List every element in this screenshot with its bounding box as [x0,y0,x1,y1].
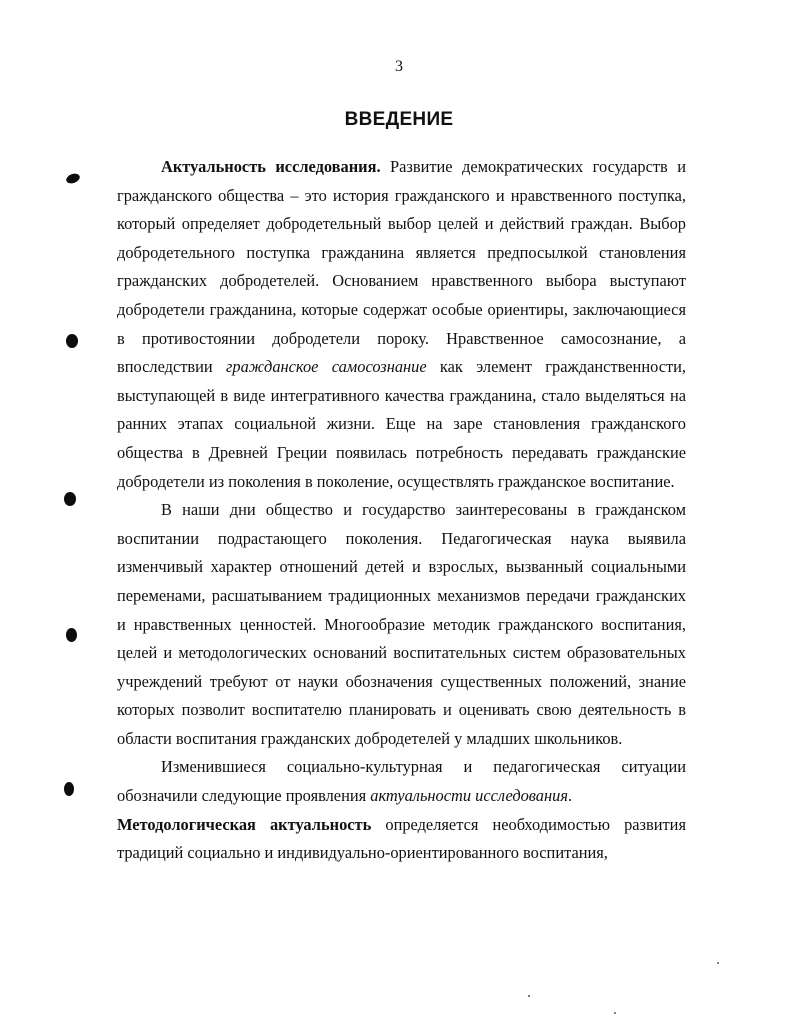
scan-dot [614,1012,616,1014]
scan-dot [717,962,719,964]
changed-situation-text-part-2: . [567,786,573,806]
scan-speck [66,628,77,642]
scan-dot [528,995,530,997]
relevance-term: актуальности исследования [370,786,568,806]
document-body [117,153,686,868]
relevance-lead: Актуальность исследования. [161,157,381,176]
page-number: 3 [395,58,403,75]
scan-speck [65,172,81,185]
paragraph-changed-situation [117,753,686,867]
scan-speck [66,334,78,348]
changed-situation-text-part-3: определяется необходимостью развития традиций социально и индивидуально-ориентированного воспитания, [117,814,686,863]
paragraph-relevance [117,153,686,496]
civic-self-awareness-term: гражданское самосознание [226,357,427,377]
relevance-text-part-1: Развитие демократических государств и гражданского общества – это история гражданского и нравственного поступка, который определяет добродетельный выбор целей и действий граждан. Выбор добродетельного поступка гражданина является предпосылкой становления гражданских добродетелей. Основанием нравственного выбора выступают добродетели гражданина, которые содержат особые ориентиры, заключающиеся в противостоянии добродетели пороку. Нравственное самосознание, а впоследствии [117,157,686,377]
relevance-text-part-2: как элемент гражданственности, выступающей в виде интегративного качества гражданина, стало выделяться на ранних этапах социальной жизни. Еще на заре становления гражданского общества в Древней Греции появилась потребность передавать гражданские добродетели из поколения в поколение, осуществлять гражданское воспитание. [117,357,686,491]
methodological-relevance-term: Методологическая актуальность [117,814,372,834]
scan-speck [64,492,76,506]
paragraph-modern-interest: В наши дни общество и государство заинтересованы в гражданском воспитании подрастающего поколения. Педагогическая наука выявила изменчивый характер отношений детей и взрослых, вызванный социальными переменами, расшатыванием традиционных механизмов передачи гражданских и нравственных ценностей. Многообразие методик гражданского воспитания, целей и методологических оснований воспитательных систем образовательных учреждений требуют от науки обозначения существенных положений, знание которых позволит воспитателю планировать и оценивать свою деятельность в области воспитания гражданских добродетелей у младших школьников. [117,500,686,748]
changed-situation-text-part-1: Изменившиеся социально-культурная и педагогическая ситуации обозначили следующие проявления [117,757,686,806]
page-title: ВВЕДЕНИЕ [344,109,454,130]
scan-speck [64,782,74,796]
